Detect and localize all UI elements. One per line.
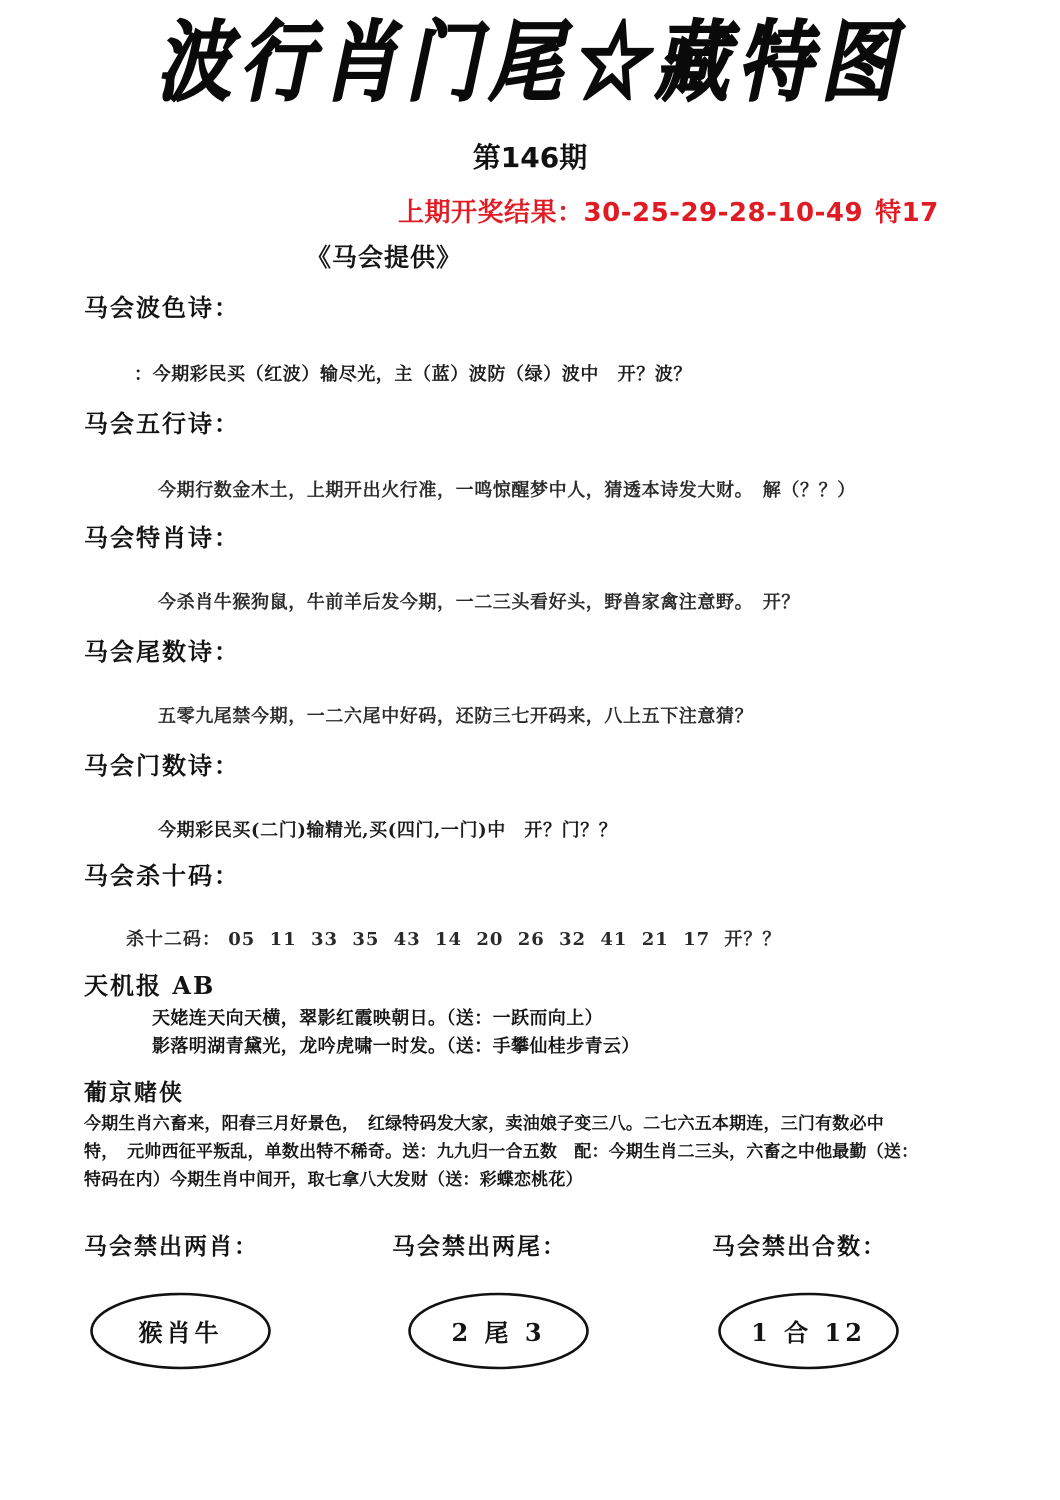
section-body-texiao: 今杀肖牛猴狗鼠，牛前羊后发今期，一二三头看好头，野兽家禽注意野。 开？ [158,592,800,613]
ban-sum-oval [716,1291,901,1371]
pujing-line-3: 特码在内）今期生肖中间开，取七拿八大发财（送：彩蝶恋桃花） [84,1170,583,1190]
last-draw-result [398,192,939,229]
section-heading-weishu: 马会尾数诗： [84,637,240,666]
masthead [0,12,1060,114]
section-body-wuxing: 今期行数金木土，上期开出火行准，一鸣惊醒梦中人，猜透本诗发大财。 解（？？） [158,480,856,501]
section-body-menshu: 今期彩民买(二门)输精光,买(四门,一门)中 开？门？？ [158,820,618,841]
section-heading-tianji: 天机报 AB [84,971,216,1000]
ban-tail-oval [406,1291,591,1371]
pujing-paragraph [84,1110,976,1194]
ban-tail-title: 马会禁出两尾： [392,1233,567,1260]
ban-groups-row [0,1228,1060,1408]
kill-code-number: 20 [476,929,504,950]
provider-credit: 《马会提供》 [306,243,463,272]
tianji-line-1: 天姥连天向天横，翠影红霞映朝日。（送：一跃而向上） [152,1008,603,1029]
kill-code-number: 11 [269,929,297,950]
section-heading-menshu: 马会门数诗： [84,751,240,780]
kill-codes-label: 杀十二码： [126,929,221,950]
kill-code-number: 41 [600,929,628,950]
ban-tail-value: 2 尾 3 [451,1317,546,1347]
kill-codes-suffix: 开？？ [724,929,782,950]
page-title: 波行肖门尾☆藏特图 [156,12,904,114]
section-heading-bose: 马会波色诗： [84,293,240,322]
last-draw-label: 上期开奖结果： [398,198,584,228]
kill-code-number: 26 [517,929,545,950]
kill-code-number: 35 [352,929,380,950]
kill-code-number: 33 [310,929,339,950]
ban-zodiac-value: 猴肖牛 [138,1317,223,1347]
tianji-line-2: 影落明湖青黛光，龙吟虎啸一时发。（送：手攀仙桂步青云） [152,1036,640,1057]
section-heading-pujing: 葡京赌侠 [84,1079,184,1106]
pujing-line-1: 今期生肖六畜来，阳春三月好景色， 红绿特码发大家，卖油娘子变三八。二七六五本期连，三门有数必中 [84,1114,884,1134]
section-heading-kill-codes: 马会杀十码： [84,861,240,890]
issue-number: 第146期 [472,141,588,174]
kill-codes-row [126,925,781,951]
ban-sum-value: 1 合 12 [751,1317,866,1347]
section-heading-texiao: 马会特肖诗： [84,523,240,552]
pujing-line-2: 特， 元帅西征平叛乱，单数出特不稀奇。送：九九归一合五数 配：今期生肖二三头，六畜之中他最勤（送： [84,1142,919,1162]
ban-zodiac-oval [88,1291,273,1371]
ban-group-tail [392,1228,662,1371]
kill-code-number: 32 [559,929,587,950]
ban-group-sum [712,1228,982,1371]
special-number: 特17 [875,198,939,228]
kill-code-number: 21 [641,929,669,950]
kill-code-number: 43 [393,929,421,950]
section-body-bose: ：今期彩民买（红波）输尽光，主（蓝）波防（绿）波中 开？波？ [134,364,692,385]
ban-group-zodiac [84,1228,354,1371]
last-draw-numbers: 30-25-29-28-10-49 [583,198,864,228]
ban-zodiac-title: 马会禁出两肖： [84,1233,259,1260]
section-body-weishu: 五零九尾禁今期，一二六尾中好码，还防三七开码来，八上五下注意猜？ [158,706,754,727]
kill-code-number: 14 [435,929,463,950]
section-heading-wuxing: 马会五行诗： [84,409,240,438]
kill-code-number: 05 [228,929,256,950]
ban-sum-title: 马会禁出合数： [712,1233,887,1260]
kill-code-number: 17 [683,929,711,950]
